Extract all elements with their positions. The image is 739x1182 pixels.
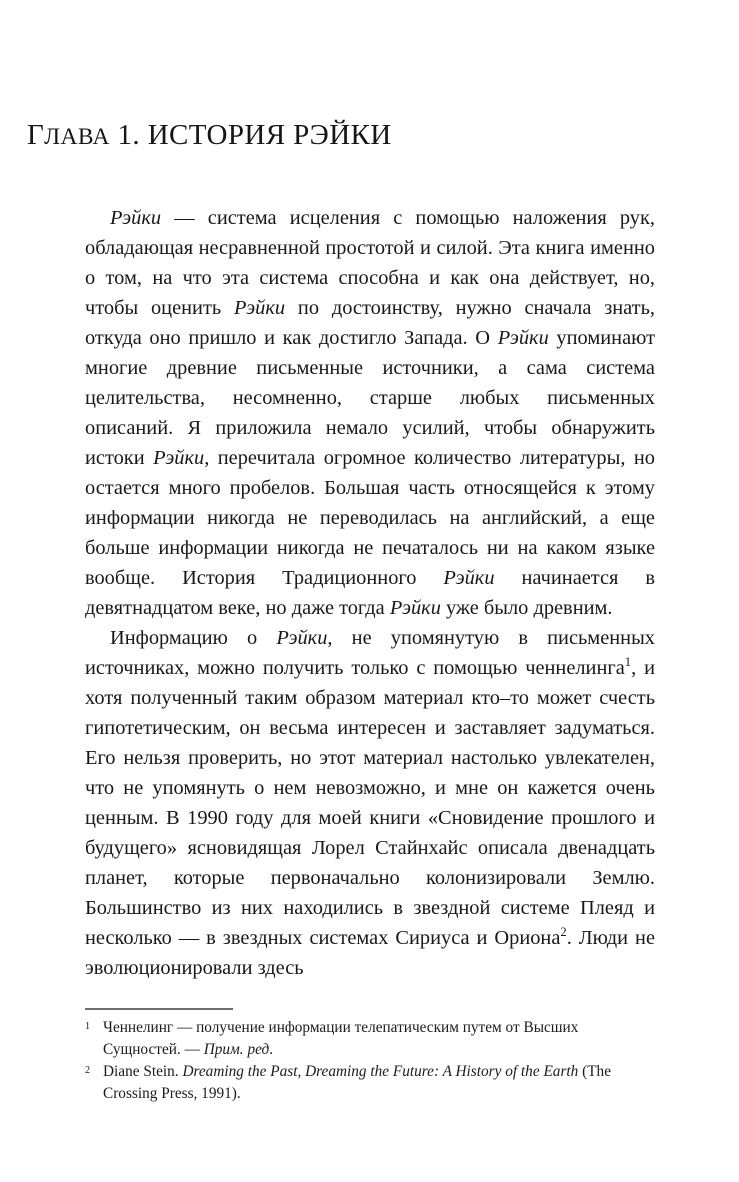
footnote-item	[85, 1061, 655, 1105]
paragraph-1: Рэйки — система исцеления с помощью наложения рук, обладающая несравненной простотой и силой. Эта книга именно о том, на что эта система способна и как она действует, но, чтобы оценить Рэйки по достоинству, нужно сначала знать, откуда оно пришло и как достигло Запада. О Рэйки упоминают многие древние письменные источники, а сама система целительства, несомненно, старше любых письменных описаний. Я приложила немало усилий, чтобы обнаружить истоки Рэйки, перечитала огромное количество литературы, но остается много пробелов. Большая часть относящейся к этому информации никогда не переводилась на английский, а еще больше информации никогда не печаталось ни на каком языке вообще. История Традиционного Рэйки начинается в девятнадцатом веке, но даже тогда Рэйки уже было древним.	[85, 207, 655, 619]
body-text	[85, 203, 655, 983]
footnote-text: Diane Stein. Dreaming the Past, Dreaming the Future: A History of the Earth (The Crossing Press, 1991).	[103, 1063, 611, 1102]
page-title	[27, 116, 392, 156]
footnote-item	[85, 1017, 655, 1061]
footnote-text: Ченнелинг — получение информации телепатическим путем от Высших Сущностей. — Прим. ред.	[103, 1019, 579, 1058]
footnotes-section	[85, 1008, 655, 1105]
footnote-marker: 1	[85, 1021, 91, 1032]
chapter-title-number-and-name: 1. ИСТОРИЯ РЭЙКИ	[109, 119, 392, 151]
paragraph-2: Информацию о Рэйки, не упомянутую в письменных источниках, можно получить только с помощью ченнелинга$^1$, и хотя полученный таким образом материал кто–то может счесть гипотетическим, он весьма интересен и заставляет задуматься. Его нельзя проверить, но этот материал настолько увлекателен, что не упомянуть о нем невозможно, и мне он кажется очень ценным. В 1990 году для моей книги «Сновидение прошлого и будущего» ясновидящая Лорел Стайнхайс описала двенадцать планет, которые первоначально колонизировали Землю. Большинство из них находились в звездной системе Плеяд и несколько — в звездных системах Сириуса и Ориона$^2$. Люди не эволюционировали здесь	[85, 627, 656, 979]
chapter-title-initial: Г	[27, 119, 45, 151]
chapter-title-prefix-rest: ЛАВА	[44, 124, 110, 150]
footnote-separator-rule	[85, 1008, 233, 1010]
footnote-marker: 2	[85, 1065, 91, 1076]
